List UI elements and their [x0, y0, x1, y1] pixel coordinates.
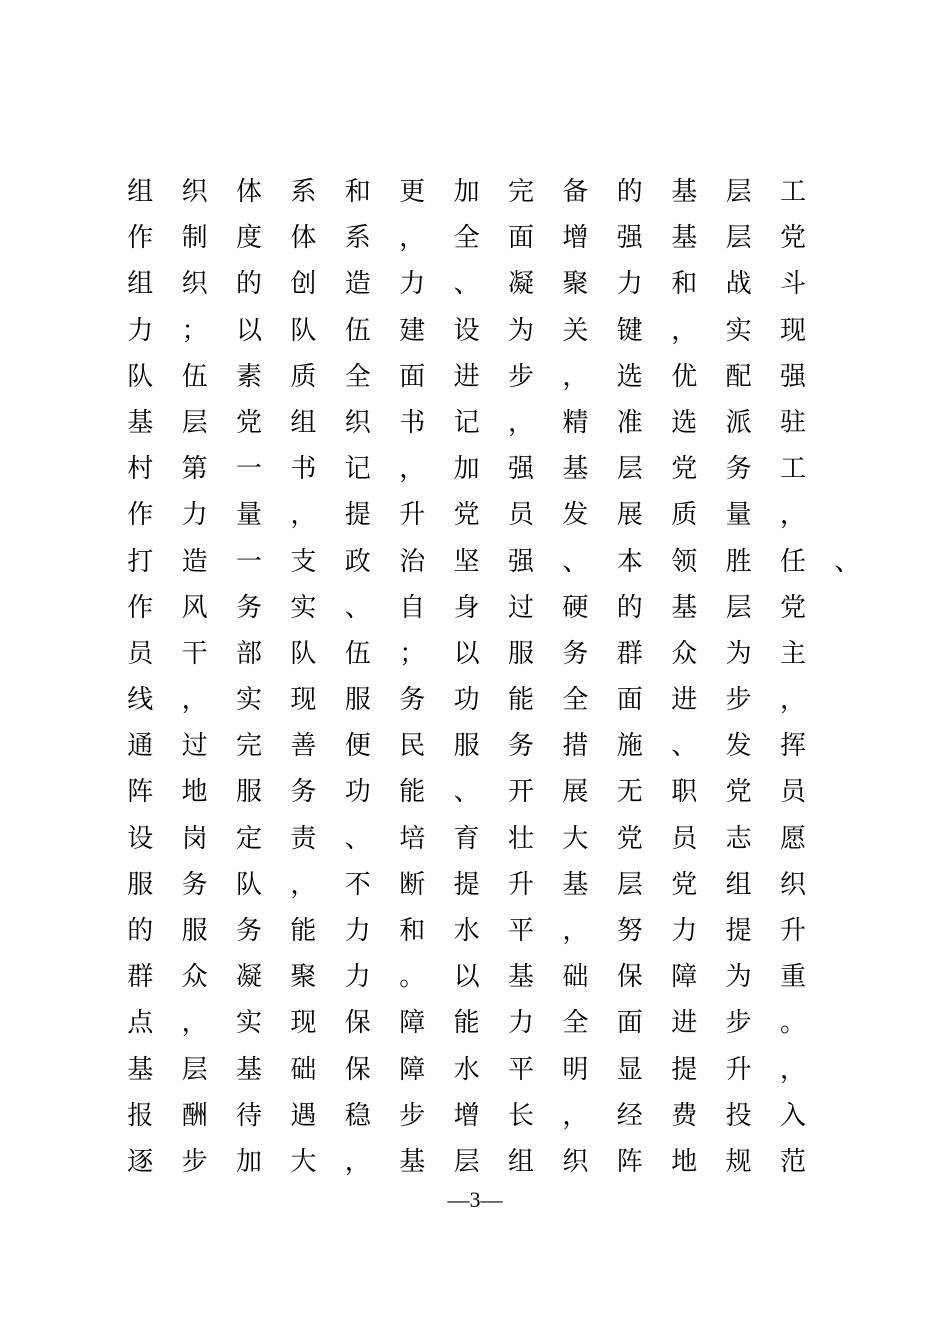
text-line: 逐 步 加 大 ， 基 层 组 织 阵 地 规 范: [127, 1146, 806, 1177]
text-line: 基 层 党 组 织 书 记 ， 精 准 选 派 驻: [127, 407, 806, 438]
text-line: 员 干 部 队 伍 ； 以 服 务 群 众 为 主: [127, 638, 806, 669]
text-line: 通 过 完 善 便 民 服 务 措 施 、 发 挥: [127, 731, 806, 762]
text-line: 队 伍 素 质 全 面 进 步 ， 选 优 配 强: [127, 361, 806, 392]
text-line: 作 风 务 实 、 自 身 过 硬 的 基 层 党: [127, 592, 806, 623]
page-number: —3—: [447, 1187, 503, 1212]
text-line: 的 服 务 能 力 和 水 平 ， 努 力 提 升: [127, 916, 806, 946]
text-line: 线 ， 实 现 服 务 功 能 全 面 进 步 ，: [127, 685, 806, 716]
text-line: 设 岗 定 责 、 培 育 壮 大 党 员 志 愿: [127, 823, 806, 854]
text-line: 力 ； 以 队 伍 建 设 为 关 键 ， 实 现: [127, 315, 806, 346]
text-line: 基 层 基 础 保 障 水 平 明 显 提 升 ，: [127, 1054, 806, 1085]
text-line: 组 织 体 系 和 更 加 完 备 的 基 层 工: [127, 177, 806, 207]
text-line: 群 众 凝 聚 力 。 以 基 础 保 障 为 重: [127, 962, 806, 993]
text-line: 村 第 一 书 记 ， 加 强 基 层 党 务 工: [127, 454, 806, 485]
text-line: 组 织 的 创 造 力 、 凝 聚 力 和 战 斗: [127, 269, 806, 300]
text-line: 作 力 量 ， 提 升 党 员 发 展 质 量 ，: [127, 500, 806, 531]
text-line: 服 务 队 ， 不 断 提 升 基 层 党 组 织: [127, 869, 806, 900]
body-text: [113, 169, 873, 1185]
text-line: 报 酬 待 遇 稳 步 增 长 ， 经 费 投 入: [127, 1100, 806, 1131]
text-line: 阵 地 服 务 功 能 、 开 展 无 职 党 员: [127, 777, 806, 808]
text-line: 点 ， 实 现 保 障 能 力 全 面 进 步 。: [127, 1008, 806, 1039]
text-line: 打 造 一 支 政 治 坚 强 、 本 领 胜 任 、: [127, 546, 861, 577]
text-line: 作 制 度 体 系 ， 全 面 增 强 基 层 党: [127, 223, 806, 254]
